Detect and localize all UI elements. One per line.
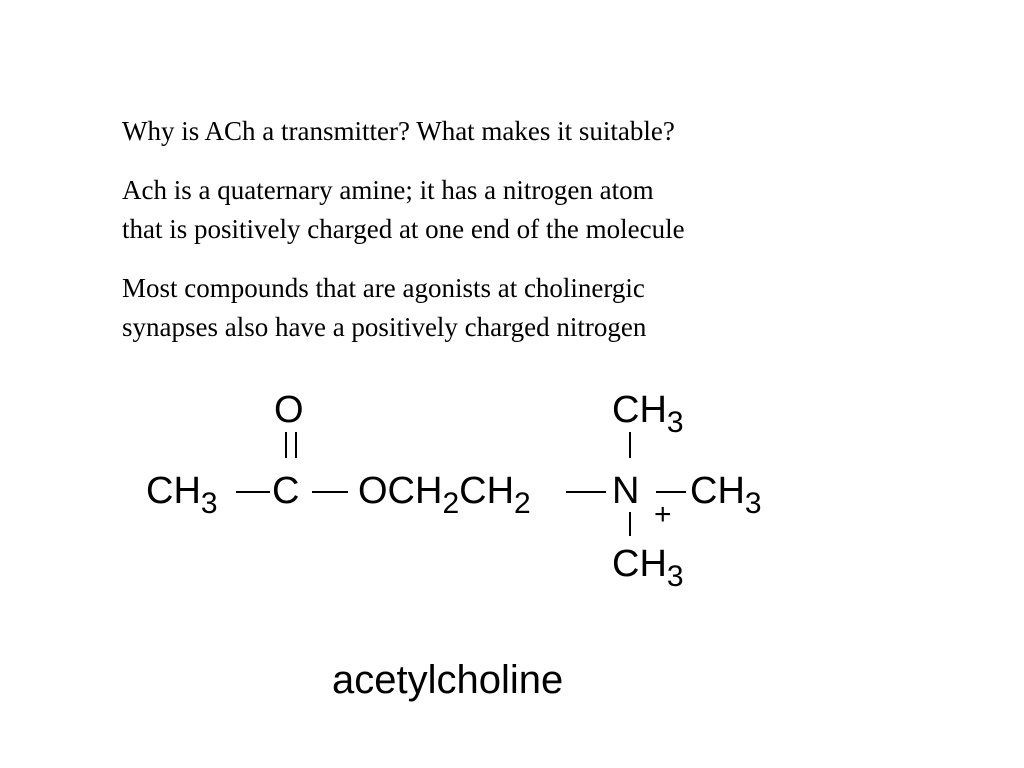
second-ch: CH <box>459 470 515 512</box>
carbonyl-carbon: C <box>272 470 300 512</box>
bottom-methyl-subscript: 3 <box>666 560 684 593</box>
question-text: Why is ACh a transmitter? What makes it suitable? <box>122 116 675 146</box>
left-methyl-ch: CH <box>146 470 201 512</box>
left-methyl-group <box>146 470 218 520</box>
bond-methyl-carbonyl <box>236 491 270 493</box>
right-methyl-group <box>690 470 762 520</box>
double-bond-line-2 <box>295 432 297 458</box>
bond-nitrogen-right-methyl <box>656 491 686 493</box>
top-methyl-group <box>612 389 684 439</box>
bond-nitrogen-bottom-methyl <box>629 512 631 536</box>
bond-nitrogen-top-methyl <box>629 432 631 458</box>
point2-line1: Most compounds that are agonists at cholinergic <box>122 273 645 303</box>
right-methyl-ch: CH <box>690 470 745 512</box>
point2-line2: synapses also have a positively charged nitrogen <box>122 312 647 342</box>
ester-och: OCH <box>358 470 443 512</box>
top-methyl-subscript: 3 <box>666 406 684 439</box>
double-bond-line-1 <box>285 432 287 458</box>
positive-charge: + <box>654 498 672 531</box>
point1-line1: Ach is a quaternary amine; it has a nitrogen atom <box>122 175 654 205</box>
carbonyl-oxygen: O <box>274 389 304 431</box>
bottom-methyl-ch: CH <box>612 543 667 585</box>
point1-line2: that is positively charged at one end of the molecule <box>122 214 685 244</box>
left-methyl-subscript: 3 <box>200 487 218 520</box>
quaternary-nitrogen: N <box>612 470 640 512</box>
bottom-methyl-group <box>612 543 684 593</box>
right-methyl-subscript: 3 <box>744 487 762 520</box>
molecule-name: acetylcholine <box>332 658 564 702</box>
bond-carbonyl-ester-oxygen <box>312 491 348 493</box>
ethylene-chain <box>358 470 531 520</box>
top-methyl-ch: CH <box>612 389 667 431</box>
second-ch2-subscript: 2 <box>514 487 531 520</box>
first-ch2-subscript: 2 <box>442 487 460 520</box>
bond-chain-nitrogen <box>566 491 606 493</box>
